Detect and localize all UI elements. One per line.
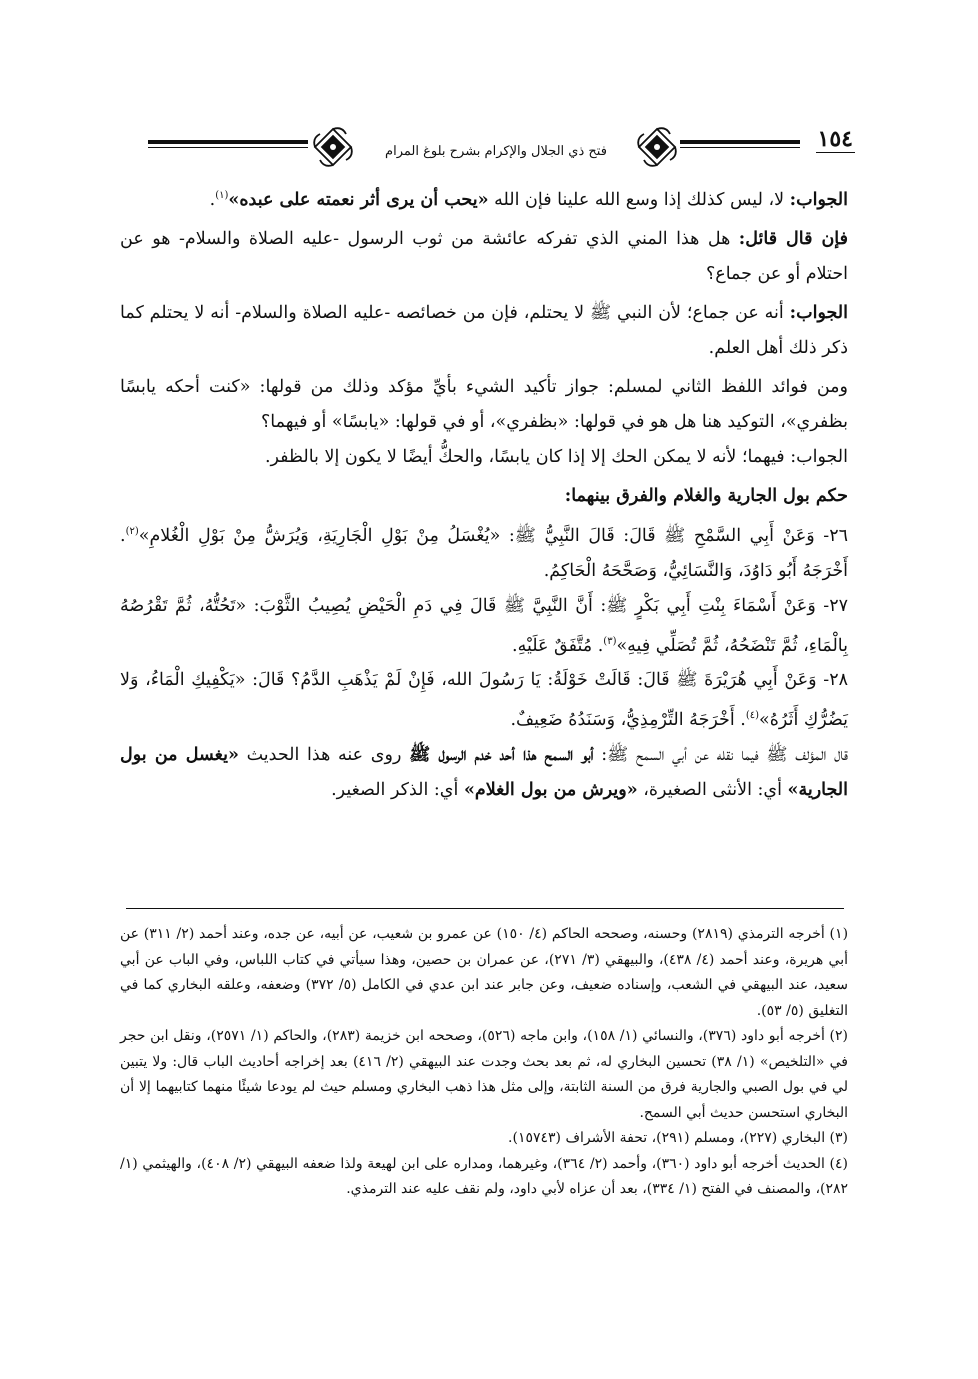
header-rule xyxy=(680,147,800,148)
hadith-26 xyxy=(120,514,848,589)
answer-label: الجواب: xyxy=(789,189,848,210)
paragraph xyxy=(120,738,848,808)
ornament-icon xyxy=(636,126,678,168)
footnote: (٤) الحديث أخرجه أبو داود (٣٦٠)، وأحمد (٢/ ٣٦٤)، وغيرهما، ومداره على ابن لهيعة ولذا ضعفه البيهقي (٢/ ٤٠٨)، والهيثمي (١/ ٢٨٢)، والمصنف في الفتح (١/ ٣٣٤)، بعد أن عزاه لأبي داود، ولم نقف عليه عند الترمذي. xyxy=(120,1155,848,1197)
answer-label: الجواب: xyxy=(789,302,848,323)
quote: «ويرش من بول الغلام» xyxy=(463,780,638,801)
section-heading: حكم بول الجارية والغلام والفرق بينهما: xyxy=(564,485,848,506)
quote: «يغسل من بول الجارية» xyxy=(120,745,848,801)
hadith-source: . أَخْرَجَهُ أَبُو دَاوُدَ، وَالنَّسَائِيُّ، وَصَحَّحَهُ الْحَاكِمُ. xyxy=(120,525,848,581)
paragraph-text: روى عنه هذا الحديث xyxy=(238,745,410,766)
paragraph-text: . xyxy=(209,189,216,210)
footnote-ref: (٤) xyxy=(745,710,760,722)
paragraph-text: قال المؤلف ﷺ فيما نقله عن أبي السمح ﷺ: xyxy=(593,745,849,766)
book-title: فتح ذي الجلال والإكرام بشرح بلوغ المرام xyxy=(385,144,607,159)
question-label: فإن قال قائل: xyxy=(738,228,848,249)
footnote: (١) أخرجه الترمذي (٢٨١٩) وحسنه، وصححه الحاكم (٤/ ١٥٠) عن عمرو بن شعيب، عن أبيه، عن جده، وعند أحمد (٢/ ٣١١) عن أبي هريرة، وعند أحمد (٤/ ٤٣٨)، والبيهقي (٣/ ٢٧١)، عن عمران بن حصين، وهذا سيأتي في كتاب اللباس، وفي الباب عن أبي سعيد، عند البيهقي في الشعب، وإسناده ضعيف، وعن جابر عند ابن عدي في الكامل (٥/ ٣٧٢) وضعفه، وعلقه البخاري كما في التغليق (٥/ ٥٣). xyxy=(120,926,849,1019)
header-rule xyxy=(148,147,308,148)
header-rule xyxy=(680,140,800,144)
paragraph-text: أي: الذكر الصغير. xyxy=(331,780,464,801)
paragraph-text: لا، ليس كذلك إذا وسع الله علينا فإن الله xyxy=(488,189,790,210)
paragraph: الجواب: فيهما؛ لأنه لا يمكن الحك إلا إذا كان يابسًا، والحكُّ أيضًا لا يكون إلا بالظفر. xyxy=(264,446,848,467)
hadith-source: . أَخْرَجَهُ التِّرْمِذِيُّ، وَسَنَدُهُ ضَعِيفٌ. xyxy=(510,710,746,731)
footnote-ref: (١) xyxy=(215,190,229,201)
paragraph xyxy=(120,296,848,366)
hadith-27 xyxy=(120,589,848,664)
footnote-ref: (٢) xyxy=(125,525,139,537)
footnote-ref: (٣) xyxy=(603,635,617,647)
page-header xyxy=(140,126,855,176)
ornament-icon xyxy=(312,126,354,168)
quote: «يحب أن يرى أثر نعمته على عبده» xyxy=(228,189,489,210)
header-rule xyxy=(148,140,308,144)
paragraph xyxy=(120,178,848,218)
hadith-text: ٢٧- وَعَنْ أَسْمَاءَ بِنْتِ أَبِي بَكْرٍ ﷺ: أَنَّ النَّبِيَّ ﷺ قَالَ فِي دَمِ الْحَيْضِ يُصِيبُ الثَّوْبَ: «تَحُتُّهُ، ثُمَّ تَقْرُصُهُ بِالْمَاءِ، ثُمَّ تَنْضَحُهُ، ثُمَّ تُصَلِّي فِيهِ» xyxy=(120,595,848,656)
paragraph-text: أي: الأنثى الصغيرة، xyxy=(637,780,788,801)
main-text xyxy=(120,178,848,808)
hadith-source: . مُتَّفَقٌ عَلَيْهِ. xyxy=(512,635,604,656)
footnotes xyxy=(120,922,848,1203)
hadith-text: ٢٦- وَعَنْ أَبِي السَّمْحِ ﷺ قَالَ: قَالَ النَّبِيُّ ﷺ: «يُغْسَلُ مِنْ بَوْلِ الْجَارِيَةِ، وَيُرَشُّ مِنْ بَوْلِ الْغُلامِ» xyxy=(138,525,848,546)
hadith-text: ٢٨- وَعَنْ أَبِي هُرَيْرَةَ ﷺ قَالَ: قَالَتْ خَوْلَةُ: يَا رَسُولَ الله، فَإِنْ لَمْ يَذْهَبِ الدَّمُ؟ قَالَ: «يَكْفِيكِ الْمَاءُ، وَلا يَضُرُّكِ أَثَرُهُ» xyxy=(120,670,848,731)
paragraph-text: أنه عن جماع؛ لأن النبي ﷺ لا يحتلم، فإن من خصائصه -عليه الصلاة والسلام- أنه لا يحتلم كما ذكر ذلك أهل العلم. xyxy=(120,302,848,358)
page-number: ١٥٤ xyxy=(817,126,853,152)
footnote: (٢) أخرجه أبو داود (٣٧٦)، والنسائي (١/ ١٥٨)، وابن ماجه (٥٢٦)، وصححه ابن خزيمة (٢٨٣)، والحاكم (١/ ٢٥٧١)، ونقل ابن حجر في «التلخيص» (١/ ٣٨) تحسين البخاري له، ثم بعد بحث وجدت عند البيهقي (٢/ ٤١٦) بعد إخراجه أحاديث الباب قال: ولا يتبين لي في بول الصبي والجارية فرق من السنة الثابتة، وإلى مثل هذا ذهب البخاري ومسلم حيث لم يودعا شيئًا منهما كتابيهما إلا أن البخاري استحسن حديث أبي السمح. xyxy=(120,1028,849,1121)
footnote: (٣) البخاري (٢٢٧)، ومسلم (٢٩١)، تحفة الأشراف (١٥٧٤٣). xyxy=(508,1130,848,1146)
hadith-28 xyxy=(120,663,848,738)
footnote-separator xyxy=(126,908,844,909)
paragraph xyxy=(120,222,848,292)
paragraph: ومن فوائد اللفظ الثاني لمسلم: جواز تأكيد الشيء بأيِّ مؤكد وذلك من قولها: «كنت أحكه يابسًا بظفري»، التوكيد هنا هل هو في قولها: «بظفري»، أو في قولها: «يابسًا» أو فيهما؟ xyxy=(120,376,848,432)
paragraph-text: هل هذا المني الذي تفركه عائشة من ثوب الرسول -عليه الصلاة والسلام- هو عن احتلام أو عن جماع؟ xyxy=(120,228,848,284)
paragraph-bold: أبو السمح هذا أحد خدم الرسول ﷺ xyxy=(409,745,594,766)
